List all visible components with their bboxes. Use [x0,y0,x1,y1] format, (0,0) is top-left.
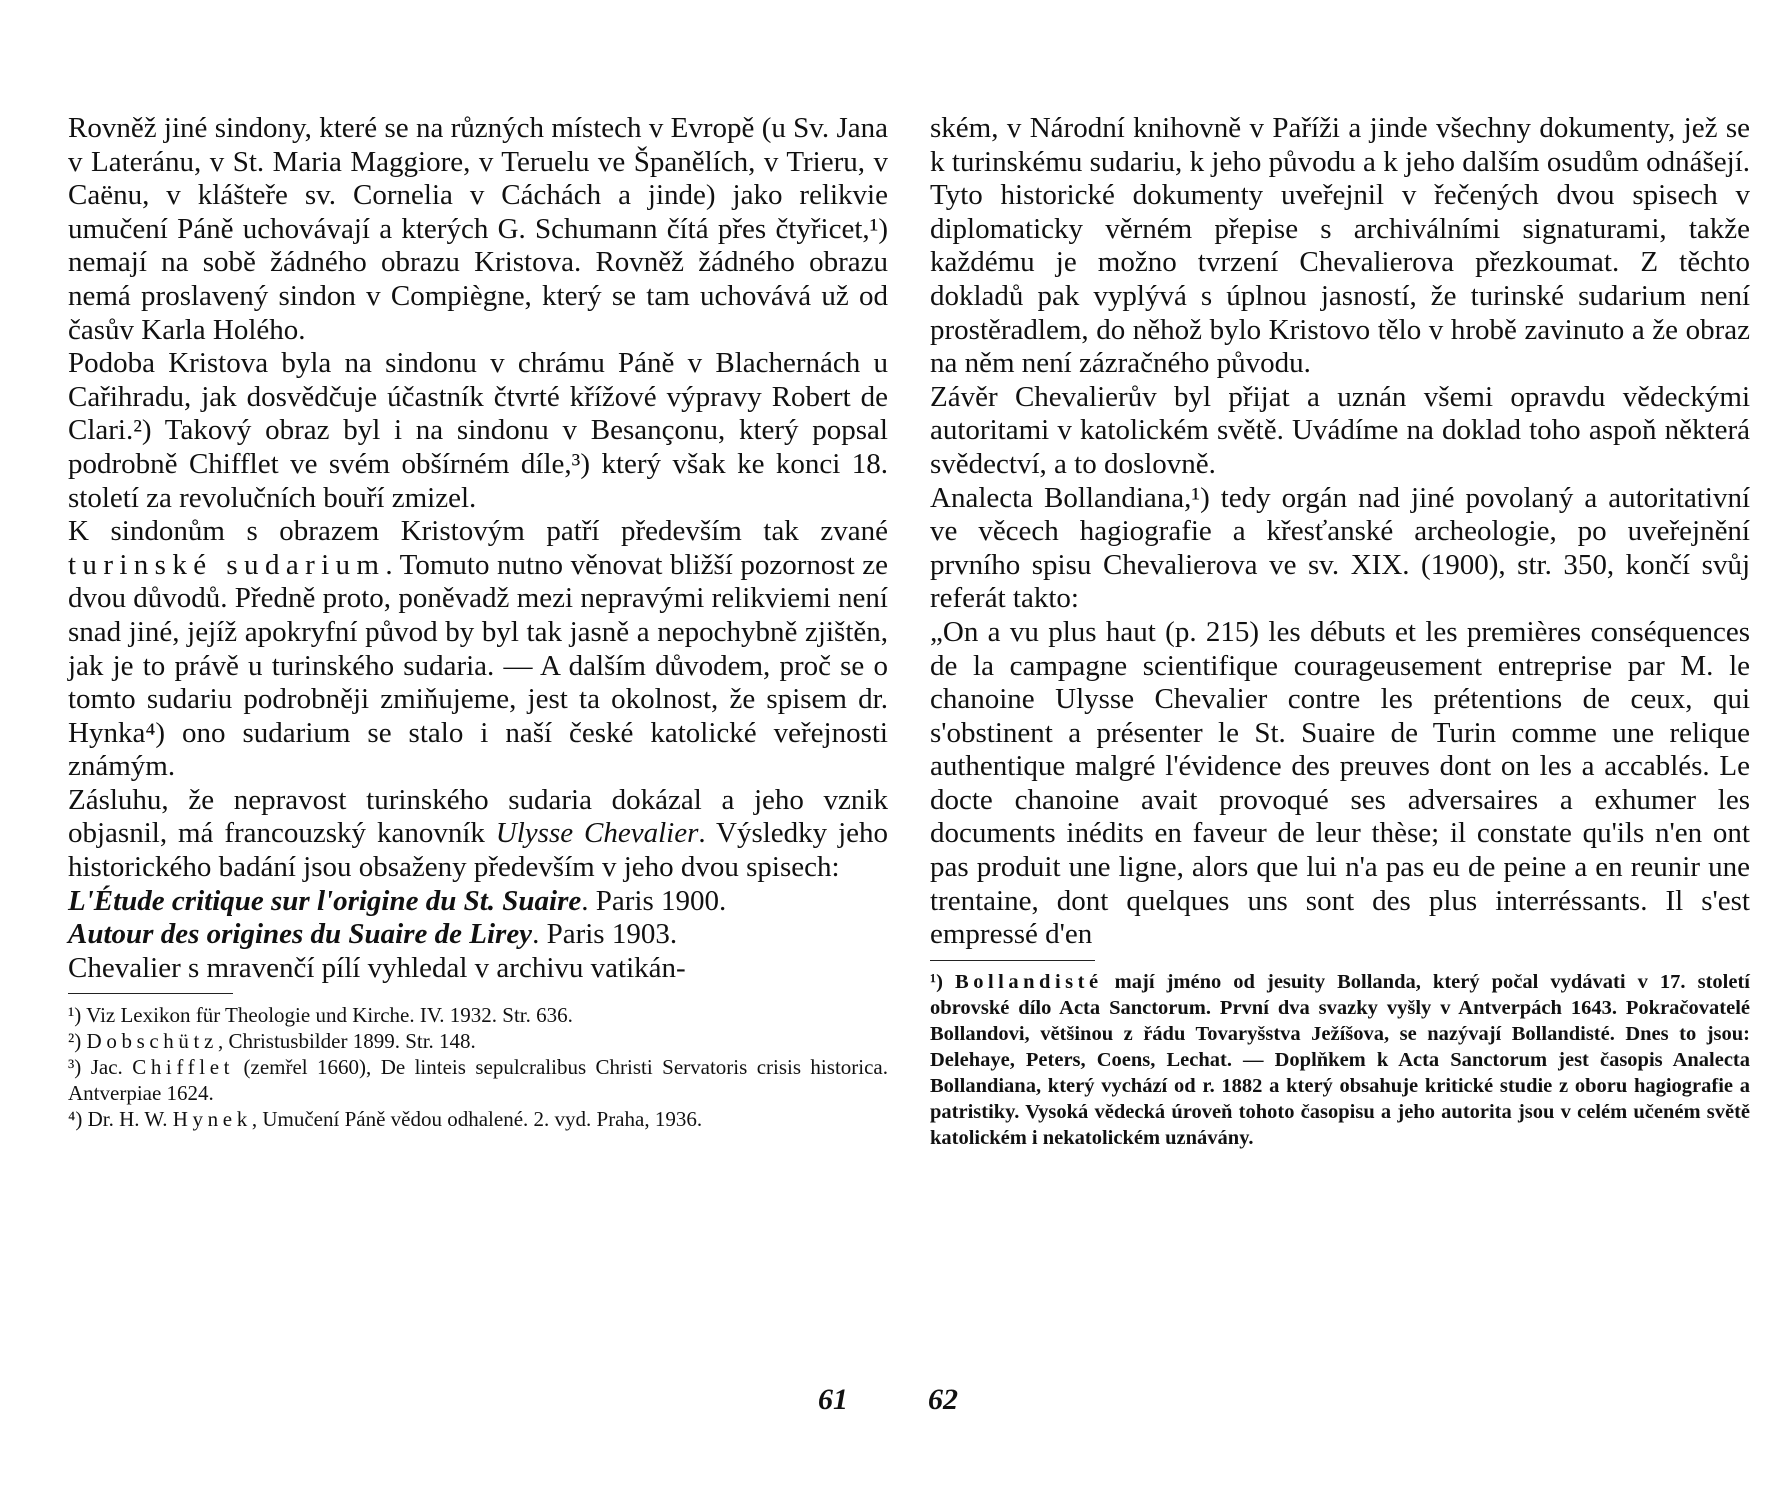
paragraph-3: Analecta Bollandiana,¹) tedy orgán nad jiné povolaný a autoritativní ve věcech hagiografie a křesťanské archeologie, po uveřejnění prvního spisu Chevalierova ve sv. XIX. (1900), str. 350, končí svůj referát takto: [930,481,1750,615]
footnote-3-text: (zemřel 1660), De linteis sepulcralibus Christi Servatoris crisis historica. Antverpiae 1624. [68,1055,888,1106]
footnote-2-marker: ²) [68,1029,87,1054]
paragraph-4-end: . Výsledky jeho historického badání jsou obsaženy především v jeho dvou spisech: [68,817,889,884]
quotation: „On a vu plus haut (p. 215) les débuts et les premières conséquences de la campagne scientifique courageusement entreprise par M. le chanoine Ulysse Chevalier contre les prétentions de ceux, qui s'obstinent a présenter le St. Suaire de Turin comme une relique authentique malgré l'évidence des preuves dont on les a accablés. Le docte chanoine avait provoqué ses adversaires a exhumer les documents inédits en faveur de leur thèse; il constate qu'ils n'en ont pas produit une ligne, alors que lui n'a pas eu de peine a en reunir une trentaine, dont quelques uns sont des plus interréssants. Il s'est empressé d'en [930,615,1750,951]
footnote-3-marker: ³) Jac. [68,1055,133,1080]
footnote-3 [68,1054,888,1106]
footnote-1-text: ¹) Viz Lexikon für Theologie und Kirche. IV. 1932. Str. 636. [68,1003,573,1028]
footnote-divider [930,960,1095,961]
paragraph-1: Rovněž jiné sindony, které se na různých místech v Evropě (u Sv. Jana v Lateránu, v St. Maria Maggiore, v Teruelu ve Španělích, v Trieru, v Caënu, v klášteře sv. Cornelia v Cáchách a jinde) jako relikvie umučení Páně uchovávají a kterých G. Schumann čítá přes čtyřicet,¹) nemají na sobě žádného obrazu Kristova. Rovněž žádného obrazu nemá proslavený sindon v Compiègne, který se tam uchovává už od časův Karla Holého. [68,112,888,346]
footnote-4-text: , Umučení Páně vědou odhalené. 2. vyd. Praha, 1936. [251,1107,703,1132]
page-number-left: 61 [818,1383,848,1416]
paragraph-4-start: Zásluhu, že nepravost turinského sudaria dokázal a jeho vznik objasnil, má francouzský kanovník [68,783,888,850]
footnote-2 [68,1028,888,1054]
footnote-1 [68,1002,888,1028]
footnote-4-marker: ⁴) Dr. H. W. [68,1107,173,1132]
footnote-1-marker: ¹) [930,970,956,993]
paragraph-3-end: . Tomuto nutno věnovat bližší pozornost ze dvou důvodů. Předně proto, poněvadž mezi nepravými relikviemi není snad jiné, jejíž apokryfní původ by byl tak jasně a nepochybně zjištěn, jak je to právě u turinského sudaria. — A dalším důvodem, proč se o tomto sudariu podrobněji zmiňujeme, jest ta okolnost, že spisem dr. Hynka⁴) ono sudarium se stalo i naší české katolické veřejnosti známým. [68,548,888,783]
paragraph-2: Závěr Chevalierův byl přijat a uznán všemi opravdu vědeckými autoritami v katolickém světě. Uvádíme na doklad toho aspoň některá svědectví, a to doslovně. [930,380,1750,480]
turin-sudarium-term: turinské sudarium [68,548,386,581]
footnote-2-text: , Christusbilder 1899. Str. 148. [217,1029,476,1054]
paragraph-3-start: K sindonům s obrazem Kristovým patří především tak zvané [68,515,888,548]
bibliography-entry-2 [68,918,888,952]
paragraph-4 [68,784,888,885]
footnote-4-author: Hynek [172,1107,252,1132]
footnote-3-author: Chifflet [132,1055,235,1080]
footnote-divider [68,993,233,994]
footnote-1-term: Bollandisté [955,970,1103,993]
page-number-right: 62 [928,1383,958,1416]
bibliography-title-1: L'Étude critique sur l'origine du St. Suaire [68,884,582,917]
paragraph-5: Chevalier s mravenčí pílí vyhledal v archivu vatikán- [68,951,686,984]
footnote-4 [68,1106,888,1132]
footnote-1 [930,969,1750,1151]
bibliography-rest-2: . Paris 1903. [532,918,678,951]
paragraph-2: Podoba Kristova byla na sindonu v chrámu Páně v Blachernách u Cařihradu, jak dosvědčuje účastník čtvrté křížové výpravy Robert de Clari.²) Takový obraz byl i na sindonu v Besançonu, který popsal podrobně Chifflet ve svém obšírném díle,³) který však ke konci 18. století za revolučních bouří zmizel. [68,347,888,514]
left-page [68,112,888,1132]
footnote-2-author: Dobschütz [86,1029,218,1054]
paragraph-1: ském, v Národní knihovně v Paříži a jinde všechny dokumenty, jež se k turinskému sudariu, k jeho původu a k jeho dalším osudům odnášejí. Tyto historické dokumenty uveřejnil v řečených dvou spisech v diplomaticky věrném přepise s archiválními signaturami, takže každému je možno tvrzení Chevalierova přezkoumat. Z těchto dokladů pak vyplývá s úplnou jasností, že turinské sudarium není prostěradlem, do něhož bylo Kristovo tělo v hrobě zavinuto a že obraz na něm není zázračného původu. [930,112,1750,380]
bibliography-rest-1: . Paris 1900. [581,884,727,917]
footnote-1-text: mají jméno od jesuity Bollanda, který počal vydávati v 17. století obrovské dílo Acta Sanctorum. První dva svazky vyšly v Antverpách 1643. Pokračovatelé Bollandovi, většinou z řádu Tovaryšstva Ježíšova, se nazývají Bollandisté. Dnes to jsou: Delehaye, Peters, Coens, Lechat. — Doplňkem k Acta Sanctorum jest časopis Analecta Bollandiana, který vychází od r. 1882 a který obsahuje kritické studie z oboru hagiografie a patristiky. Vysoká vědecká úroveň tohoto časopisu a jeho autorita jsou v celém učeném světě katolickém i nekatolickém uznávány. [930,970,1750,1149]
bibliography-title-2: Autour des origines du Suaire de Lirey [68,918,533,951]
author-name: Ulysse Chevalier [495,817,699,850]
right-page [930,112,1750,1151]
paragraph-3 [68,515,888,784]
bibliography-entry-1 [68,885,888,919]
